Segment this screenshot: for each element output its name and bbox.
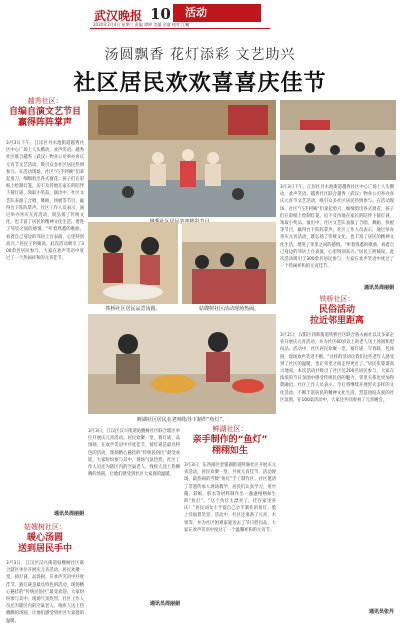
- title-line: 自编自演文艺节目: [8, 107, 81, 117]
- photo-tangyuan: [88, 222, 178, 304]
- caption-photo4: 鲜湖社区居民在老师指导下制作“鱼灯”。: [136, 417, 228, 423]
- article-gusaoshu-title: [6, 522, 84, 555]
- section-tab: 活动: [173, 4, 261, 22]
- paper-name: 武汉晚报: [94, 9, 143, 23]
- article-tieqiao-title: [280, 294, 394, 327]
- photo-crowd: [182, 222, 276, 304]
- article-gusaoshu-credit: 通讯员周丽娟: [149, 601, 180, 607]
- page-headline: 社区居民欢欢喜喜庆佳节: [73, 71, 327, 96]
- page-number: 10: [150, 5, 171, 23]
- caption-photo3: 姑嫂树社区活动现场热闹。: [198, 306, 259, 312]
- article-fishlantern-credit: 通讯员周丽娟: [363, 285, 394, 291]
- article-source: 鲜湖社区：: [212, 425, 248, 433]
- article-source: 铁桥社区：: [319, 295, 355, 303]
- title-line: 暖心汤圆: [26, 533, 63, 543]
- article-guhuxiu-continued: 3月3日，江汉区汉兴街道姑嫂树社区联合辖区单位开展庆元宵活动。居民欢聚一堂，猜灯谜、品汤圆，在欢声笑语中共度佳节。猜灯谜是最具特色的活动，现场精心悬挂的“传统民俗区”最受欢迎，大家纷纷参与其中，现场气氛热烈。社区工作人员还为辖区内的空巢老人、残疾人送上热腾腾的汤圆，让他们感受到社区大家庭的温暖。: [88, 429, 180, 478]
- issue-meta: 2020年3月4日 星期三 责编 谭婷 美编 金童 校对 江曦: [93, 22, 190, 27]
- photo-performance: [88, 100, 276, 217]
- article-fishlantern-title: [184, 424, 276, 457]
- title-line: 栩栩如生: [211, 446, 248, 456]
- article-source: 越秀社区：: [27, 97, 63, 105]
- photo-street: [280, 100, 396, 180]
- title-line: 拉近邻里距离: [309, 316, 364, 326]
- article-source: 姑嫂树社区：: [24, 523, 66, 531]
- article-tieqiao-credit: 通讯员张丹: [368, 609, 394, 615]
- header-rule: [90, 28, 270, 29]
- article-fishlantern-body: 3月3日，东西湖区金银湖街道鲜湖社区开展庆元宵活动，居民欢聚一堂，共度元宵佳节。活动现场，最热闹的当数“鱼灯”手工制作区。社区邀请了非遗传承人现场教学，居民们认真学习，用竹篾、彩纸、胶水等材料制作出一盏盏栩栩如生的“鱼灯”。“这个鱼灯太漂亮了，挂在家里喜庆！”居民刘女士手提自己亲手制作的鱼灯，脸上洋溢着笑容。活动中，社区还准备了元宵、水果等，并为社区困难家庭送去了节日慰问品，大家在欢声笑语中度过了一个温馨祥和的元宵节。: [184, 463, 276, 533]
- title-line: 亲手制作的“鱼灯”: [192, 435, 268, 445]
- caption-photo2: 铁桥社区居民品尝汤圆。: [105, 306, 161, 312]
- article-yuexiu-continued: 3月3日下午，江岸区丹水池街道越秀社区中心广场上人头攒动，欢声笑语。越秀社区联合越秀（武汉）物业公司举办喜庆元宵节文艺活动，吸引众多社区居民热情参与。在活动现场，社区“巧手阿姨”们拿起剪刀，细细剪出各式窗花；孩子们在彩纸上绘制灯笼，迫不及待地在家长的陪伴下猜灯谜、领取小奖品。演出中，社区文艺队表演了合唱、舞蹈、快板等节目，赢得台下阵阵掌声。社区工作人员表示，通过举办喜庆元宵活动，既弘扬了传统文化，也丰富了居民的精神文化生活，增进了邻里之间的感情。“听着熟悉的歌曲，看着自己身边的邻居上台表演，心里特别高兴。”居民王阿姨说。此次活动吸引了300余名居民参与，大家在欢声笑语中度过了一个热闹祥和的元宵佳节。: [280, 185, 394, 270]
- title-line: 送到居民手中: [17, 544, 72, 554]
- article-yuexiu-title: [6, 96, 84, 129]
- article-yuexiu-credit: 通讯员周丽娟: [53, 511, 84, 517]
- photo-fish-lantern: [88, 314, 276, 414]
- masthead: [0, 0, 400, 30]
- article-tieqiao-body: 3月2日，汉阳区四新街道铁桥社区联合鲁夫画社以及多家企业开展庆元宵活动，并为社区60岁以上的老人送上汤圆和慰问品。活动中，社区居民欢聚一堂，猜灯谜、写春联、包汤圆，现场欢声笑语不断。“这样的活动让我们这些老年人感受到了社区的温暖，也让邻里之间走得更近了。”居民张婆婆高兴地说。本次活动共吸引了社区近200名居民参与，大家在浓浓的节日氛围中感受传统民俗的魅力，邻里关系也更加和谐融洽。社区工作人员表示，今后将继续开展形式多样的文化活动，不断丰富居民的精神文化生活，营造团结友爱的社区氛围。在100桌活动中，大家还共同观看了元宵晚会。: [280, 333, 394, 403]
- title-line: 民俗活动: [318, 305, 355, 315]
- title-line: 赢得阵阵掌声: [17, 118, 72, 128]
- article-yuexiu-body: 3月3日下午，江岸区丹水池街道越秀社区中心广场上人头攒动，欢声笑语。越秀社区联合越秀（武汉）物业公司举办喜庆元宵节文艺活动，吸引众多社区居民热情参与。在活动现场，社区“巧手阿姨”们拿起剪刀，细细剪出各式窗花；孩子们在彩纸上绘制灯笼，迫不及待地在家长的陪伴下猜灯谜、领取小奖品。演出中，社区文艺队表演了合唱、舞蹈、快板等节目，赢得台下阵阵掌声。社区工作人员表示，通过举办喜庆元宵活动，既弘扬了传统文化，也丰富了居民的精神文化生活，增进了邻里之间的感情。“听着熟悉的歌曲，看着自己身边的邻居上台表演，心里特别高兴。”居民王阿姨说。此次活动吸引了300余名居民参与，大家在欢声笑语中度过了一个热闹祥和的元宵佳节。: [6, 141, 84, 262]
- article-gusaoshu-body: 3月3日，江汉区汉兴街道姑嫂树社区联合辖区单位开展庆元宵活动。居民欢聚一堂，猜灯谜、品汤圆，在欢声笑语中共度佳节。猜灯谜是最具特色的活动，现场精心悬挂的“传统民俗区”最受欢迎，大家纷纷参与其中，现场气氛热烈。社区工作人员还为辖区内的空巢老人、残疾人送上热腾腾的汤圆，让他们感受到社区大家庭的温暖。: [6, 561, 84, 624]
- kicker: 汤圆飘香 花灯添彩 文艺助兴: [104, 47, 296, 63]
